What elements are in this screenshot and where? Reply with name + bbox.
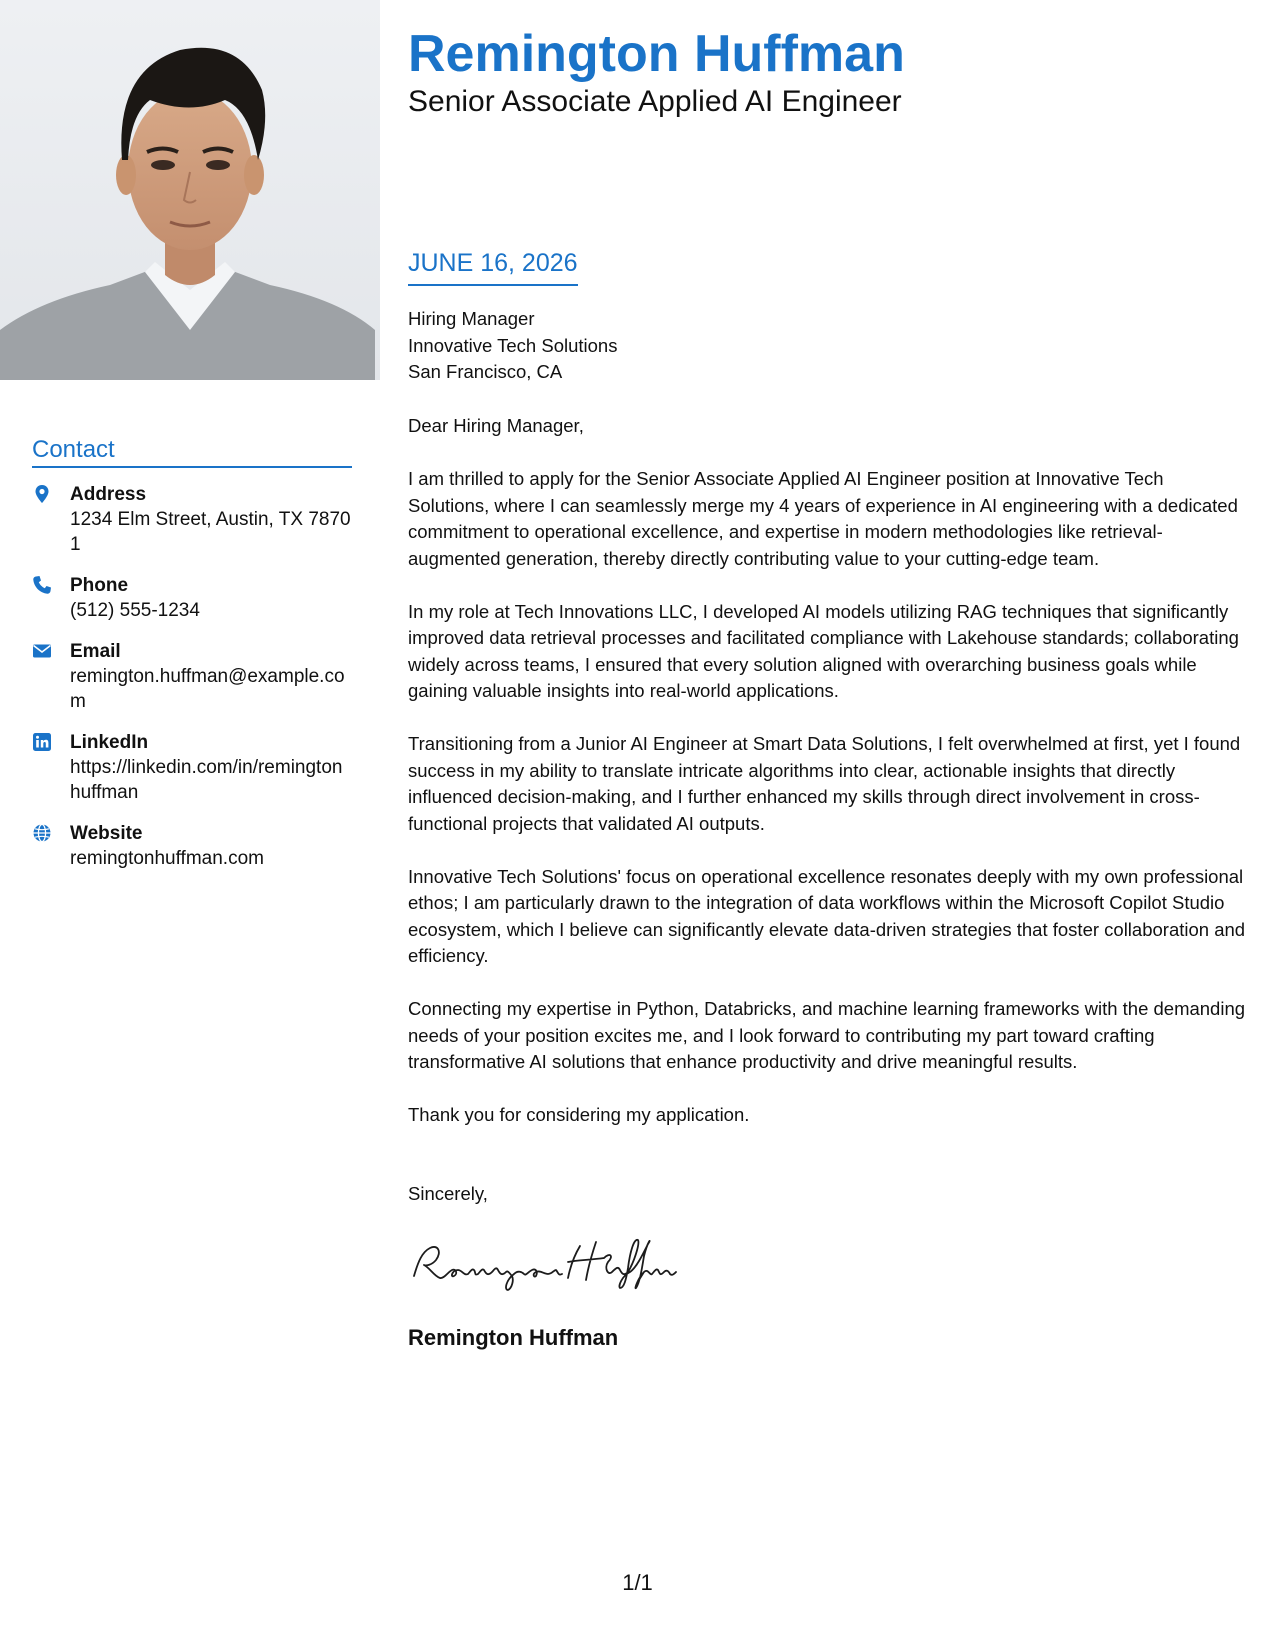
linkedin-icon	[32, 730, 70, 805]
contact-label: Address	[70, 484, 147, 505]
contact-section	[32, 436, 352, 887]
contact-label: Phone	[70, 575, 129, 596]
globe-icon	[32, 821, 70, 871]
contact-value: remington.huffman@example.com	[70, 666, 345, 712]
contact-label: Website	[70, 823, 143, 844]
contact-website	[32, 821, 352, 871]
letter-paragraph: Transitioning from a Junior AI Engineer at Smart Data Solutions, I felt overwhelmed at first, yet I found success in my ability to translate intricate algorithms into clear, actionable insights that directly influenced decision-making, and I further enhanced my skills through direct involvement in cross-functional projects that validated AI outputs.	[408, 733, 1241, 834]
page-number: 1/1	[622, 1570, 653, 1595]
salutation: Dear Hiring Manager,	[408, 415, 584, 436]
letter-date: JUNE 16, 2026	[408, 246, 578, 286]
contact-email	[32, 639, 352, 714]
applicant-title: Senior Associate Applied AI Engineer	[408, 85, 902, 118]
profile-photo	[0, 0, 380, 380]
contact-phone	[32, 573, 352, 623]
contact-value: 1234 Elm Street, Austin, TX 78701	[70, 509, 351, 555]
recipient-line: Innovative Tech Solutions	[408, 334, 618, 356]
contact-linkedin	[32, 730, 352, 805]
contact-value[interactable]: remingtonhuffman.com	[70, 848, 264, 869]
closing: Sincerely,	[408, 1183, 488, 1204]
contact-value[interactable]: https://linkedin.com/in/remingtonhuffman	[70, 757, 343, 803]
letter-paragraph: Innovative Tech Solutions' focus on operational excellence resonates deeply with my own professional ethos; I am particularly drawn to the integration of data workflows within the Microsoft Copilot Studio ecosystem, which I believe can significantly elevate data-driven strategies that foster collaboration and efficiency.	[408, 865, 1246, 966]
recipient-line: San Francisco, CA	[408, 361, 563, 382]
location-pin-icon	[32, 482, 70, 557]
letter-paragraph: Connecting my expertise in Python, Databricks, and machine learning frameworks with the demanding needs of your position excites me, and I look forward to contributing my part toward crafting transformative AI solutions that enhance productivity and drive meaningful results.	[408, 998, 1246, 1072]
contact-label: Email	[70, 641, 121, 662]
sidebar	[0, 0, 380, 1650]
contact-value: (512) 555-1234	[70, 600, 200, 621]
signer-name: Remington Huffman	[408, 1325, 619, 1350]
letter-paragraph: In my role at Tech Innovations LLC, I developed AI models utilizing RAG techniques that significantly improved data retrieval processes and facilitated compliance with Lakehouse standards; collaborating widely across teams, I ensured that every solution aligned with overarching business goals while gaining valuable insights into real-world applications.	[408, 600, 1239, 701]
recipient-line: Hiring Manager	[408, 308, 535, 329]
contact-heading: Contact	[32, 436, 352, 468]
envelope-icon	[32, 639, 70, 714]
contact-address	[32, 482, 352, 557]
applicant-name: Remington Huffman	[408, 25, 905, 83]
letter-paragraph: Thank you for considering my application.	[408, 1104, 750, 1125]
letter-paragraph: I am thrilled to apply for the Senior Associate Applied AI Engineer position at Innovative Tech Solutions, where I can seamlessly merge my 4 years of experience in AI engineering with a dedicated commitment to operational excellence, and expertise in modern methodologies like retrieval-augmented generation, thereby directly contributing value to your cutting-edge team.	[408, 468, 1238, 569]
phone-icon	[32, 573, 70, 623]
contact-label: LinkedIn	[70, 732, 149, 753]
signature-image	[408, 1232, 688, 1292]
letter-body	[408, 413, 1248, 1155]
recipient-block	[408, 306, 617, 386]
